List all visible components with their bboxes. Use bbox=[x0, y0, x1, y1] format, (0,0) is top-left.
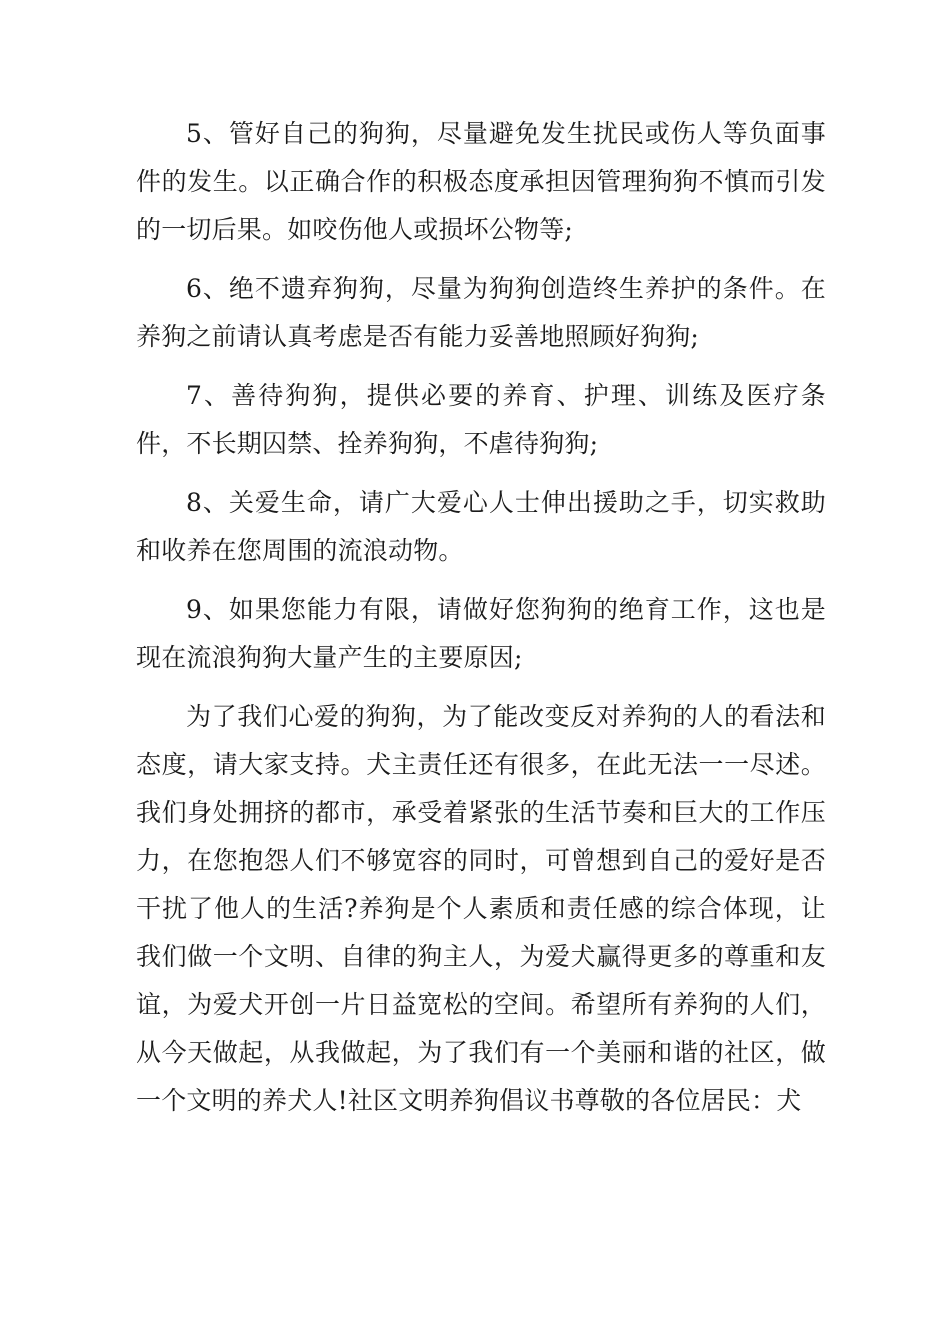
paragraph-closing: 为了我们心爱的狗狗，为了能改变反对养狗的人的看法和态度，请大家支持。犬主责任还有很多，在此无法一一尽述。我们身处拥挤的都市，承受着紧张的生活节奏和巨大的工作压力，在您抱怨人们不够宽容的同时，可曾想到自己的爱好是否干扰了他人的生活?养狗是个人素质和责任感的综合体现，让我们做一个文明、自律的狗主人，为爱犬赢得更多的尊重和友谊，为爱犬开创一片日益宽松的空间。希望所有养狗的人们，从今天做起，从我做起，为了我们有一个美丽和谐的社区，做一个文明的养犬人!社区文明养狗倡议书尊敬的各位居民：犬 bbox=[136, 702, 826, 1115]
paragraph-item-6: 6、绝不遗弃狗狗，尽量为狗狗创造终生养护的条件。在养狗之前请认真考虑是否有能力妥善地照顾好狗狗; bbox=[136, 274, 826, 351]
document-body bbox=[136, 110, 826, 1125]
paragraph-item-5: 5、管好自己的狗狗，尽量避免发生扰民或伤人等负面事件的发生。以正确合作的积极态度承担因管理狗狗不慎而引发的一切后果。如咬伤他人或损坏公物等; bbox=[136, 119, 826, 244]
paragraph-item-7: 7、善待狗狗，提供必要的养育、护理、训练及医疗条件，不长期囚禁、拴养狗狗，不虐待狗狗; bbox=[136, 381, 826, 458]
paragraph-item-9: 9、如果您能力有限，请做好您狗狗的绝育工作，这也是现在流浪狗狗大量产生的主要原因; bbox=[136, 595, 826, 672]
paragraph-item-8: 8、关爱生命，请广大爱心人士伸出援助之手，切实救助和收养在您周围的流浪动物。 bbox=[136, 488, 826, 565]
